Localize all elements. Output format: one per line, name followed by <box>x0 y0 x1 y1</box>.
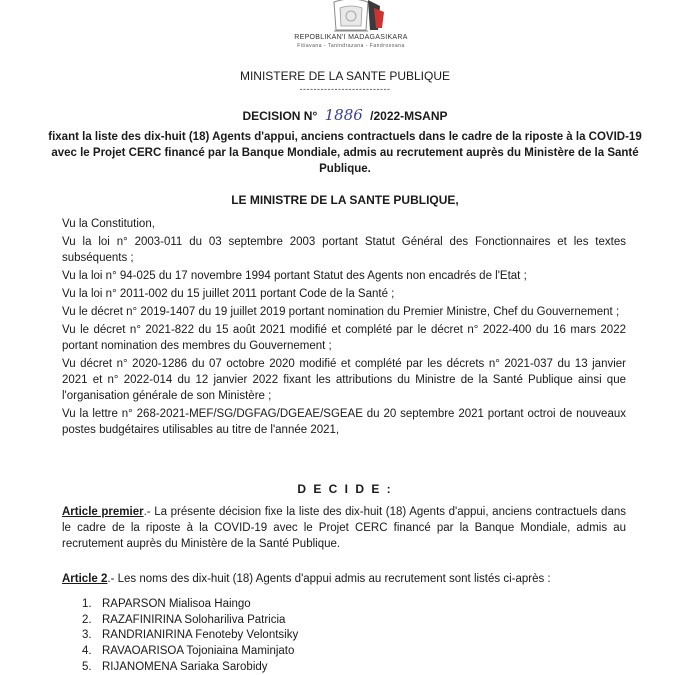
coat-of-arms-icon <box>304 0 398 34</box>
article-1-label: Article premier <box>62 506 144 518</box>
article-1 <box>62 504 626 552</box>
decision-subject: fixant la liste des dix-huit (18) Agents d'appui, anciens contractuels dans le cadre de la riposte à la COVID-19 avec le Projet CERC financé par la Banque Mondiale, admis au recrutement auprès du Ministère de la Santé Publique. <box>48 131 642 175</box>
decision-number: 1886 <box>324 106 363 124</box>
article-1-text: .- La présente décision fixe la liste des dix-huit (18) Agents d'appui, anciens contractuels dans le cadre de la riposte à la COVID-19 avec le Projet CERC financé par la Banque Mondiale, admis au recrutement auprès du Ministère de la Santé Publique. <box>62 506 626 550</box>
visa-item: Vu la loi n° 2011-002 du 15 juillet 2011 portant Code de la Santé ; <box>62 288 395 300</box>
separator: -------------------------- <box>299 84 391 94</box>
emblem-motto: Fitiavana - Tanindrazana - Fandrosoana <box>297 43 405 49</box>
visa-list <box>62 216 626 440</box>
visa-item: Vu le décret n° 2019-1407 du 19 juillet 2019 portant nomination du Premier Ministre, Chef du Gouvernement ; <box>62 306 620 318</box>
visa-item: Vu le décret n° 2021-822 du 15 août 2021 modifié et complété par le décret n° 2022-400 du 16 mars 2022 portant nomination des membres du Gouvernement ; <box>62 324 626 352</box>
article-2-text: .- Les noms des dix-huit (18) Agents d'appui admis au recrutement sont listés ci-après : <box>107 573 551 585</box>
article-2-label: Article 2 <box>62 573 108 585</box>
agent-list <box>82 597 298 675</box>
decision-suffix: /2022-MSANP <box>370 109 448 123</box>
minister-heading: LE MINISTRE DE LA SANTE PUBLIQUE, <box>231 193 459 207</box>
list-item: 3. RANDRIANIRINA Fenoteby Velontsiky <box>82 629 299 642</box>
visa-item: Vu la loi n° 2003-011 du 03 septembre 2003 portant Statut Général des Fonctionnaires et les textes subséquents ; <box>62 236 626 264</box>
emblem <box>276 0 426 52</box>
ministry-name: MINISTERE DE LA SANTE PUBLIQUE <box>239 69 451 83</box>
decision-title <box>40 106 650 124</box>
list-item: 1. RAPARSON Mialisoa Haingo <box>82 598 251 610</box>
visa-item: Vu décret n° 2020-1286 du 07 octobre 2020 modifié et complété par les décrets n° 2021-037 du 13 janvier 2021 et n° 2022-014 du 12 janvier 2022 fixant les attributions du Ministre de la Santé Publique ainsi que l'organisation générale de son Ministère ; <box>62 358 626 402</box>
list-item: 2. RAZAFINIRINA Solohariliva Patricia <box>82 613 286 626</box>
visa-item: Vu la Constitution, <box>62 218 155 230</box>
emblem-text: REPOBLIKAN'I MADAGASIKARA <box>294 34 408 41</box>
article-2 <box>62 571 626 587</box>
decide-heading: D E C I D E : <box>297 482 393 496</box>
list-item: 5. RIJANOMENA Sariaka Sarobidy <box>82 660 268 673</box>
decision-prefix: DECISION N° <box>242 109 318 123</box>
visa-item: Vu la loi n° 94-025 du 17 novembre 1994 portant Statut des Agents non encadrés de l'Etat ; <box>62 270 527 282</box>
visa-item: Vu la lettre n° 268-2021-MEF/SG/DGFAG/DGEAE/SGEAE du 20 septembre 2021 portant octroi de nouveaux postes budgétaires utilisables au titre de l'année 2021, <box>62 408 626 436</box>
list-item: 4. RAVAOARISOA Tojoniaina Maminjato <box>82 645 295 658</box>
